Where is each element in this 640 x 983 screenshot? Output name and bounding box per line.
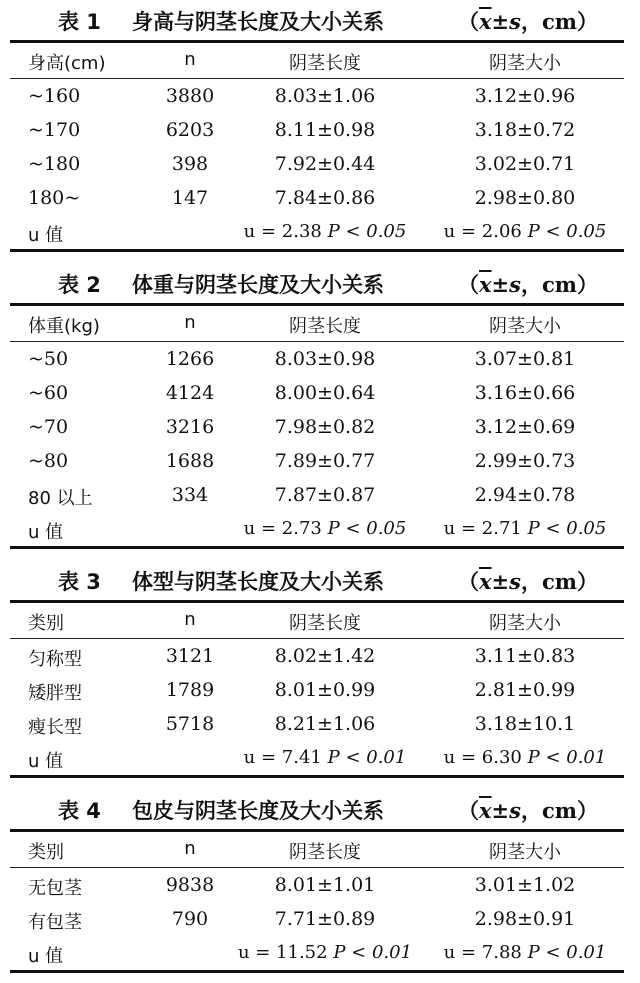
row-length: 7.87±0.87 [274,484,376,506]
row-length: 8.00±0.64 [274,382,376,404]
table-row [10,411,624,445]
table-row [10,903,624,937]
row-n: 5718 [165,713,215,735]
table-row [10,377,624,411]
row-size: 3.18±10.1 [474,713,576,735]
table-row [10,869,624,903]
header-size: 阴茎大小 [489,613,561,634]
header-category: 类别 [28,842,64,863]
table-title: 身高与阴茎长度及大小关系 [132,10,384,34]
table-4 [10,789,624,971]
header-size: 阴茎大小 [489,53,561,74]
row-n: 1789 [165,679,215,701]
length-u-test: u = 2.73 P < 0.05 [243,518,407,539]
row-length: 7.71±0.89 [274,908,376,930]
row-size: 3.12±0.69 [474,416,576,438]
table-row [10,674,624,708]
row-category: ~60 [28,382,69,404]
row-n: 6203 [165,119,215,141]
bottom-rule [10,546,624,549]
table-2 [10,263,624,547]
table-unit: （$\overline{x}\pm s$，cm） [458,798,598,823]
row-length: 7.98±0.82 [274,416,376,438]
row-category: 180~ [28,187,81,209]
table-unit: （$\overline{x}\pm s$，cm） [458,272,598,297]
row-n: 1266 [165,348,215,370]
u-label: u 值 [28,225,64,246]
u-test-row [10,742,624,776]
row-n: 9838 [165,874,215,896]
header-size: 阴茎大小 [489,316,561,337]
row-size: 3.07±0.81 [474,348,576,370]
row-size: 3.02±0.71 [474,153,576,175]
row-length: 7.84±0.86 [274,187,376,209]
row-length: 8.02±1.42 [274,645,376,667]
row-category: ~70 [28,416,69,438]
length-u-test: u = 11.52 P < 0.01 [237,942,413,963]
header-n: n [184,609,196,630]
header-n: n [184,49,196,70]
row-category: ~160 [28,85,81,107]
bottom-rule [10,249,624,252]
table-caption [10,0,624,40]
row-length: 8.03±0.98 [274,348,376,370]
row-size: 2.99±0.73 [474,450,576,472]
row-category: ~50 [28,348,69,370]
row-length: 8.01±0.99 [274,679,376,701]
table-row [10,148,624,182]
table-row [10,343,624,377]
bottom-rule [10,775,624,778]
header-length: 阴茎长度 [289,316,361,337]
row-size: 3.11±0.83 [474,645,576,667]
table-row [10,114,624,148]
u-label: u 值 [28,946,64,967]
table-caption [10,560,624,600]
row-n: 3121 [165,645,215,667]
table-row [10,640,624,674]
row-length: 8.03±1.06 [274,85,376,107]
table-number: 表 2 [58,273,101,297]
header-rule [10,78,624,79]
table-1 [10,0,624,250]
row-n: 334 [171,484,209,506]
row-category: ~80 [28,450,69,472]
table-row [10,479,624,513]
top-rule [10,829,624,832]
row-length: 8.01±1.01 [274,874,376,896]
size-u-test: u = 2.06 P < 0.05 [443,221,607,242]
row-size: 3.12±0.96 [474,85,576,107]
header-row [10,44,624,78]
length-u-test: u = 7.41 P < 0.01 [243,747,407,768]
u-test-row [10,937,624,971]
length-u-test: u = 2.38 P < 0.05 [243,221,407,242]
u-label: u 值 [28,751,64,772]
header-n: n [184,838,196,859]
row-n: 3880 [165,85,215,107]
table-unit: （$\overline{x}\pm s$，cm） [458,569,598,594]
header-row [10,604,624,638]
row-length: 7.92±0.44 [274,153,376,175]
header-rule [10,341,624,342]
table-row [10,80,624,114]
header-row [10,833,624,867]
header-category: 体重(kg) [28,316,100,337]
header-length: 阴茎长度 [289,613,361,634]
row-length: 8.21±1.06 [274,713,376,735]
table-title: 包皮与阴茎长度及大小关系 [132,799,384,823]
u-test-row [10,216,624,250]
header-rule [10,867,624,868]
header-n: n [184,312,196,333]
table-unit: （$\overline{x}\pm s$，cm） [458,9,598,34]
header-category: 身高(cm) [28,53,106,74]
row-length: 7.89±0.77 [274,450,376,472]
row-category: 矮胖型 [28,683,82,704]
u-label: u 值 [28,522,64,543]
table-row [10,708,624,742]
row-size: 3.16±0.66 [474,382,576,404]
header-rule [10,638,624,639]
size-u-test: u = 7.88 P < 0.01 [443,942,607,963]
row-size: 2.98±0.80 [474,187,576,209]
table-3 [10,560,624,776]
table-caption [10,263,624,303]
row-size: 3.01±1.02 [474,874,576,896]
row-size: 3.18±0.72 [474,119,576,141]
header-size: 阴茎大小 [489,842,561,863]
table-row [10,182,624,216]
header-row [10,307,624,341]
row-size: 2.98±0.91 [474,908,576,930]
row-n: 1688 [165,450,215,472]
size-u-test: u = 6.30 P < 0.01 [443,747,607,768]
table-title: 体型与阴茎长度及大小关系 [132,570,384,594]
table-row [10,445,624,479]
top-rule [10,40,624,43]
row-category: 无包茎 [28,878,82,899]
size-u-test: u = 2.71 P < 0.05 [443,518,607,539]
row-category: ~170 [28,119,81,141]
row-category: 瘦长型 [28,717,82,738]
row-category: 匀称型 [28,649,82,670]
top-rule [10,303,624,306]
row-n: 790 [171,908,209,930]
row-size: 2.81±0.99 [474,679,576,701]
row-category: ~180 [28,153,81,175]
table-number: 表 4 [58,799,101,823]
table-number: 表 3 [58,570,101,594]
row-category: 有包茎 [28,912,82,933]
header-length: 阴茎长度 [289,842,361,863]
table-caption [10,789,624,829]
bottom-rule [10,970,624,973]
u-test-row [10,513,624,547]
row-category: 80 以上 [28,488,93,509]
row-n: 4124 [165,382,215,404]
table-number: 表 1 [58,10,101,34]
top-rule [10,600,624,603]
header-length: 阴茎长度 [289,53,361,74]
row-n: 398 [171,153,209,175]
row-size: 2.94±0.78 [474,484,576,506]
table-title: 体重与阴茎长度及大小关系 [132,273,384,297]
header-category: 类别 [28,613,64,634]
row-n: 147 [171,187,209,209]
row-length: 8.11±0.98 [274,119,376,141]
row-n: 3216 [165,416,215,438]
